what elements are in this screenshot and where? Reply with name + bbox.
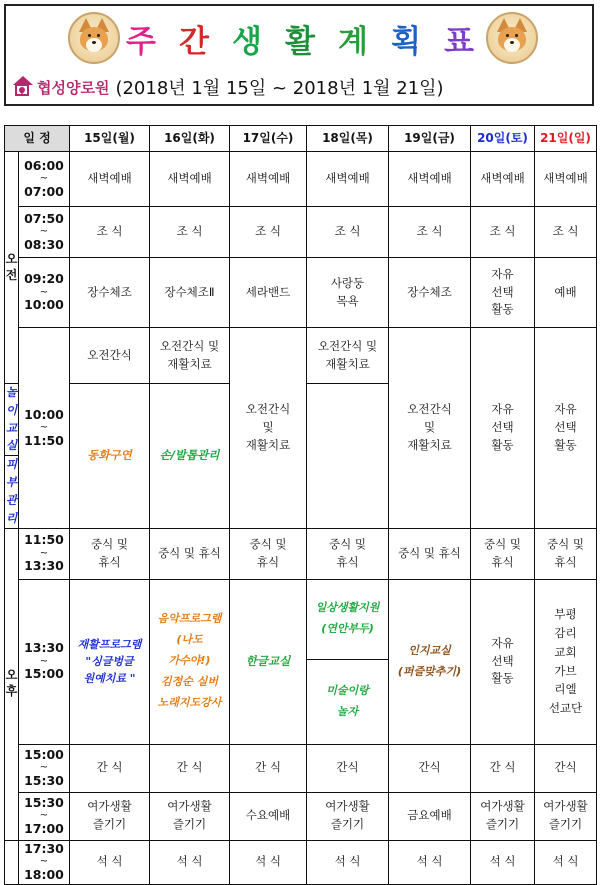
schedule-cell: 여가생활 즐기기: [471, 792, 535, 840]
schedule-cell: 석 식: [150, 840, 230, 884]
schedule-cell: 새벽예배: [150, 152, 230, 207]
schedule-cell: 오전간식 및 재활치료: [307, 328, 389, 384]
time-slot: 07:50 ~ 08:30: [19, 207, 70, 258]
title-char: 주: [126, 23, 158, 60]
schedule-cell: 새벽예배: [535, 152, 597, 207]
schedule-cell: 간식: [307, 744, 389, 792]
schedule-cell: 장수체조: [389, 258, 471, 328]
table-row: [5, 528, 597, 579]
title-char: 표: [444, 23, 476, 60]
time-slot: 15:30 ~ 17:00: [19, 792, 70, 840]
schedule-cell: 간식: [535, 744, 597, 792]
schedule-cell: 장수체조Ⅱ: [150, 258, 230, 328]
period-range: (2018년 1월 15일 ~ 2018년 1월 21일): [115, 78, 444, 99]
title-char: 계: [338, 23, 370, 60]
schedule-cell: 새벽예배: [471, 152, 535, 207]
day-header: 15일(월): [70, 126, 150, 152]
title-char: 생: [232, 23, 264, 60]
schedule-cell: 여가생활 즐기기: [535, 792, 597, 840]
day-header-row: [5, 126, 597, 152]
schedule-cell: 여가생활 즐기기: [150, 792, 230, 840]
schedule-cell: 여가생활 즐기기: [307, 792, 389, 840]
title-char: 획: [391, 23, 423, 60]
schedule-cell: 자유 선택 활동: [471, 328, 535, 529]
time-slot: 09:20 ~ 10:00: [19, 258, 70, 328]
schedule-cell: 새벽예배: [230, 152, 307, 207]
schedule-cell: 중식 및 휴식: [150, 528, 230, 579]
table-row: [5, 258, 597, 328]
schedule-cell: 간 식: [150, 744, 230, 792]
schedule-cell: 중식 및 휴식: [389, 528, 471, 579]
table-row: [5, 207, 597, 258]
schedule-cell: 한글교실: [230, 579, 307, 744]
schedule-cell: 간 식: [70, 744, 150, 792]
weekly-schedule-table: [4, 125, 597, 885]
schedule-cell: 자유 선택 활동: [471, 579, 535, 744]
time-slot: 06:00 ~ 07:00: [19, 152, 70, 207]
corner-label: 일 정: [5, 126, 70, 152]
schedule-cell: 손/발톱관리: [150, 384, 230, 529]
time-slot: 10:00 ~ 11:50: [19, 328, 70, 529]
schedule-cell: 석 식: [535, 840, 597, 884]
schedule-cell: 간 식: [230, 744, 307, 792]
schedule-cell: 음악프로그램 (나도 가수야!) 김정순 실버 노래지도강사: [150, 579, 230, 744]
day-header: 17일(수): [230, 126, 307, 152]
schedule-cell: 사랑둥 목욕: [307, 258, 389, 328]
schedule-cell: 중식 및 휴식: [307, 528, 389, 579]
schedule-cell: 새벽예배: [389, 152, 471, 207]
schedule-cell: 금요예배: [389, 792, 471, 840]
schedule-cell: 일상생활지원 (연안부두): [307, 579, 389, 659]
schedule-cell: 중식 및 휴식: [471, 528, 535, 579]
shiba-dog-icon: [486, 12, 538, 64]
schedule-cell: 간 식: [471, 744, 535, 792]
subtitle: [12, 73, 444, 101]
schedule-cell: 오전간식 및 재활치료: [150, 328, 230, 384]
house-heart-logo-icon: [12, 76, 34, 98]
schedule-cell: 장수체조: [70, 258, 150, 328]
table-row: [5, 744, 597, 792]
section-label-pm: 오후: [5, 528, 19, 840]
schedule-cell: 조 식: [471, 207, 535, 258]
table-row: [5, 328, 597, 384]
schedule-cell: 조 식: [230, 207, 307, 258]
schedule-cell: 중식 및 휴식: [70, 528, 150, 579]
schedule-cell: 피부관리: [5, 456, 19, 528]
schedule-cell: 인지교실 (퍼즐맞추기): [389, 579, 471, 744]
table-row: [5, 152, 597, 207]
section-label-am: 오전: [5, 152, 19, 384]
schedule-cell: 중식 및 휴식: [230, 528, 307, 579]
schedule-cell: 조 식: [389, 207, 471, 258]
day-header: 20일(토): [471, 126, 535, 152]
table-row: [5, 579, 597, 659]
day-header: 16일(화): [150, 126, 230, 152]
facility-name: 협성양로원: [37, 78, 110, 97]
title-char: 간: [179, 23, 211, 60]
schedule-cell: 석 식: [230, 840, 307, 884]
schedule-cell: 수요예배: [230, 792, 307, 840]
table-row: [5, 792, 597, 840]
schedule-cell: 부평 감리 교회 가브 리엘 선교단: [535, 579, 597, 744]
schedule-cell: 조 식: [535, 207, 597, 258]
shiba-dog-icon: [68, 12, 120, 64]
day-header: 21일(일): [535, 126, 597, 152]
time-slot: 17:30 ~ 18:00: [19, 840, 70, 884]
schedule-cell: 세라밴드: [230, 258, 307, 328]
schedule-cell: 석 식: [70, 840, 150, 884]
schedule-cell: 조 식: [307, 207, 389, 258]
table-row: [5, 840, 597, 884]
schedule-cell: 여가생활 즐기기: [70, 792, 150, 840]
page-title: [126, 16, 476, 60]
schedule-cell: 예배: [535, 258, 597, 328]
day-header: 19일(금): [389, 126, 471, 152]
schedule-cell: 새벽예배: [307, 152, 389, 207]
schedule-cell: 오전간식: [70, 328, 150, 384]
header-box: [4, 4, 594, 106]
schedule-cell: 오전간식 및 재활치료: [230, 328, 307, 529]
time-slot: 13:30 ~ 15:00: [19, 579, 70, 744]
schedule-cell: 석 식: [471, 840, 535, 884]
title-char: 활: [285, 23, 317, 60]
schedule-cell: 새벽예배: [70, 152, 150, 207]
schedule-cell: 석 식: [307, 840, 389, 884]
time-slot: 11:50 ~ 13:30: [19, 528, 70, 579]
schedule-cell: 동화구연: [70, 384, 150, 529]
schedule-cell: 자유 선택 활동: [471, 258, 535, 328]
schedule-cell: 석 식: [389, 840, 471, 884]
schedule-cell: 중식 및 휴식: [535, 528, 597, 579]
schedule-cell: 조 식: [70, 207, 150, 258]
schedule-cell: 오전간식 및 재활치료: [389, 328, 471, 529]
schedule-cell: 간식: [389, 744, 471, 792]
schedule-cell: 조 식: [150, 207, 230, 258]
time-slot: 15:00 ~ 15:30: [19, 744, 70, 792]
day-header: 18일(목): [307, 126, 389, 152]
schedule-cell: 놀이교실: [5, 384, 19, 456]
schedule-cell: 미술이랑 놀자: [307, 659, 389, 744]
schedule-cell: 자유 선택 활동: [535, 328, 597, 529]
schedule-cell: 재활프로그램 "싱글벙글 원예치료 ": [70, 579, 150, 744]
